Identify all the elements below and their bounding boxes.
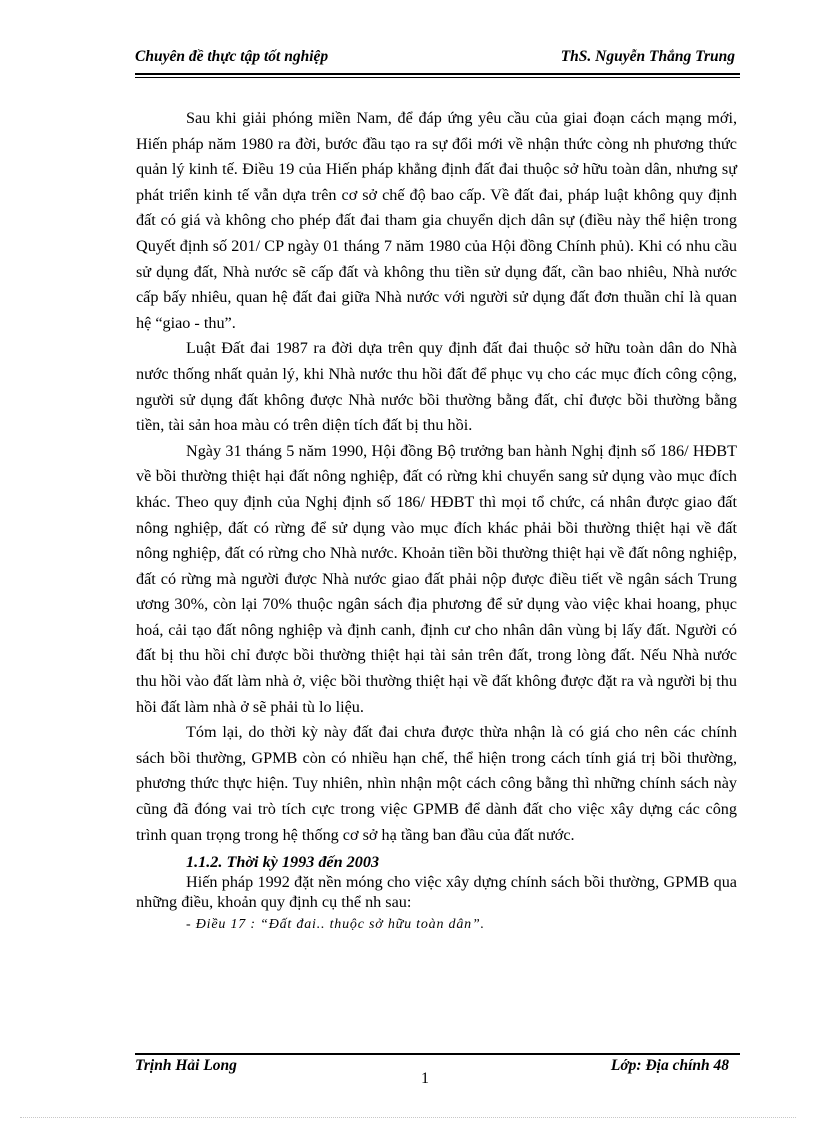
footer-author-name: Trịnh Hải Long xyxy=(135,1057,237,1074)
page-bottom-border xyxy=(20,1117,796,1118)
paragraph-1: Sau khi giải phóng miền Nam, để đáp ứng yêu cầu của giai đoạn cách mạng mới, Hiến pháp năm 1980 ra đời, bước đầu tạo ra sự đổi mới về nhận thức còng nh phương thức quản lý kinh tế. Điều 19 của Hiến pháp khẳng định đất đai thuộc sở hữu toàn dân, nhưng sự phát triển kinh tế vẫn dựa trên cơ sở chế độ bao cấp. Về đất đai, pháp luật không quy định đất có giá và không cho phép đất đai tham gia chuyển dịch dân sự (điều này thể hiện trong Quyết định số 201/ CP ngày 01 tháng 7 năm 1980 của Hội đồng Chính phủ). Khi có nhu cầu sử dụng đất, Nhà nước sẽ cấp đất và không thu tiền sử dụng đất, cần bao nhiêu, Nhà nước cấp bấy nhiêu, quan hệ đất đai giữa Nhà nước với người sử dụng đất đơn thuần chỉ là quan hệ “giao - thu”. xyxy=(136,109,737,332)
paragraph-3: Ngày 31 tháng 5 năm 1990, Hội đồng Bộ trưởng ban hành Nghị định số 186/ HĐBT về bồi thường thiệt hại đất nông nghiệp, đất có rừng khi chuyển sang sử dụng vào mục đích khác. Theo quy định của Nghị định số 186/ HĐBT thì mọi tổ chức, cá nhân được giao đất nông nghiệp, đất có rừng để sử dụng vào mục đích khác phải bồi thường thiệt hại về đất nông nghiệp, đất có rừng cho Nhà nước. Khoản tiền bồi thường thiệt hại về đất nông nghiệp, đất có rừng mà người được Nhà nước giao đất phải nộp được điều tiết về ngân sách Trung ương 30%, còn lại 70% thuộc ngân sách địa phương để sử dụng vào việc khai hoang, phục hoá, cải tạo đất nông nghiệp và định canh, định cư cho nhân dân vùng bị lấy đất. Người có đất bị thu hồi chỉ được bồi thường thiệt hại tài sản trên đất, trong lòng đất. Nếu Nhà nước thu hồi vào đất làm nhà ở, việc bồi thường thiệt hại về đất không được đặt ra và người bị thu hồi đất làm nhà ở sẽ phải tù lo liệu. xyxy=(136,441,737,716)
header-rule xyxy=(135,73,740,75)
paragraph-2: Luật Đất đai 1987 ra đời dựa trên quy định đất đai thuộc sở hữu toàn dân do Nhà nước thống nhất quản lý, khi Nhà nước thu hồi đất để phục vụ cho các mục đích công cộng, người sử dụng đất không được Nhà nước bồi thường bằng đất, chỉ được bồi thường bằng tiền, tài sản hoa màu có trên diện tích đất bị thu hồi. xyxy=(136,339,737,435)
header-supervisor-name: ThS. Nguyễn Thắng Trung xyxy=(560,48,735,65)
header-document-title: Chuyên đề thực tập tốt nghiệp xyxy=(135,48,329,65)
section-heading: 1.1.2. Thời kỳ 1993 đến 2003 xyxy=(186,853,380,872)
paragraph-4: Tóm lại, do thời kỳ này đất đai chưa được thừa nhận là có giá cho nên các chính sách bồi thường, GPMB còn có nhiều hạn chế, thể hiện trong cách tính giá trị bồi thường, phương thức thực hiện. Tuy nhiên, nhìn nhận một cách công bằng thì những chính sách này cũng đã đóng vai trò tích cực trong việc GPMB để dành đất cho việc xây dựng các công trình quan trọng trong hệ thống cơ sở hạ tầng ban đầu của đất nước. xyxy=(136,723,737,844)
page-header xyxy=(135,48,739,72)
header-rule-thin xyxy=(135,77,740,78)
section-paragraph: Hiến pháp 1992 đặt nền móng cho việc xây dựng chính sách bồi thường, GPMB qua những điều, khoản quy định cụ thể nh sau: xyxy=(136,873,737,912)
page-number: 1 xyxy=(421,1070,429,1087)
footer-class-name: Lớp: Địa chính 48 xyxy=(610,1057,729,1074)
document-body xyxy=(136,106,737,936)
footer-rule xyxy=(135,1053,740,1055)
article-17-quote: - Điều 17 : “Đất đai.. thuộc sở hữu toàn dân”. xyxy=(186,917,485,933)
